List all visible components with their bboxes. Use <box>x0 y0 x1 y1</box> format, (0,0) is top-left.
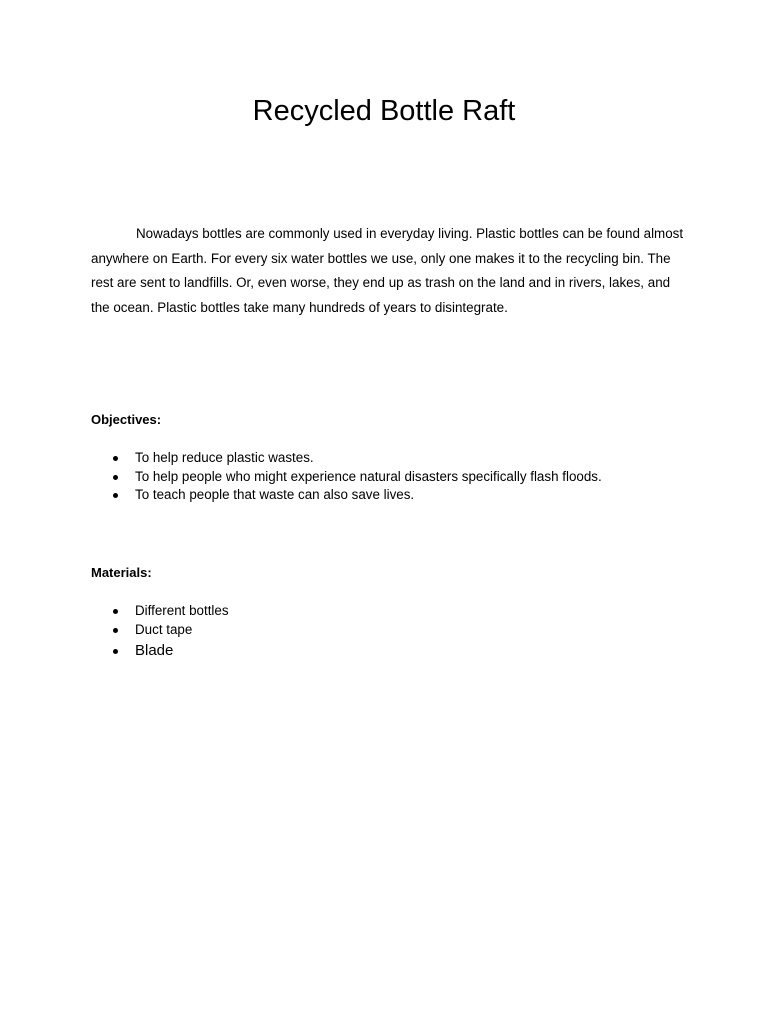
bullet-icon <box>113 628 118 633</box>
material-text: Different bottles <box>135 603 229 618</box>
materials-heading: Materials: <box>91 565 152 580</box>
list-item <box>113 486 602 505</box>
list-item <box>113 468 602 487</box>
bullet-icon <box>113 456 118 461</box>
list-item <box>113 449 602 468</box>
materials-list <box>113 602 229 663</box>
material-text: Blade <box>135 642 174 659</box>
bullet-icon <box>113 493 118 498</box>
material-text: Duct tape <box>135 621 193 637</box>
intro-paragraph: Nowadays bottles are commonly used in everyday living. Plastic bottles can be found almost anywhere on Earth. For every six water bottles we use, only one makes it to the recycling bin. The rest are sent to landfills. Or, even worse, they end up as trash on the land and in rivers, lakes, and the ocean. Plastic bottles take many hundreds of years to disintegrate. <box>91 226 684 315</box>
objectives-heading: Objectives: <box>91 412 162 427</box>
bullet-icon <box>113 609 118 614</box>
list-item <box>113 621 229 640</box>
bullet-icon <box>113 475 118 480</box>
objective-text: To help people who might experience natural disasters specifically flash floods. <box>135 468 602 484</box>
list-item <box>113 639 229 663</box>
objective-text: To teach people that waste can also save lives. <box>135 487 415 502</box>
objective-text: To help reduce plastic wastes. <box>135 450 314 465</box>
objectives-list <box>113 449 602 505</box>
document-title: Recycled Bottle Raft <box>252 95 516 127</box>
list-item <box>113 602 229 621</box>
bullet-icon <box>113 649 118 654</box>
